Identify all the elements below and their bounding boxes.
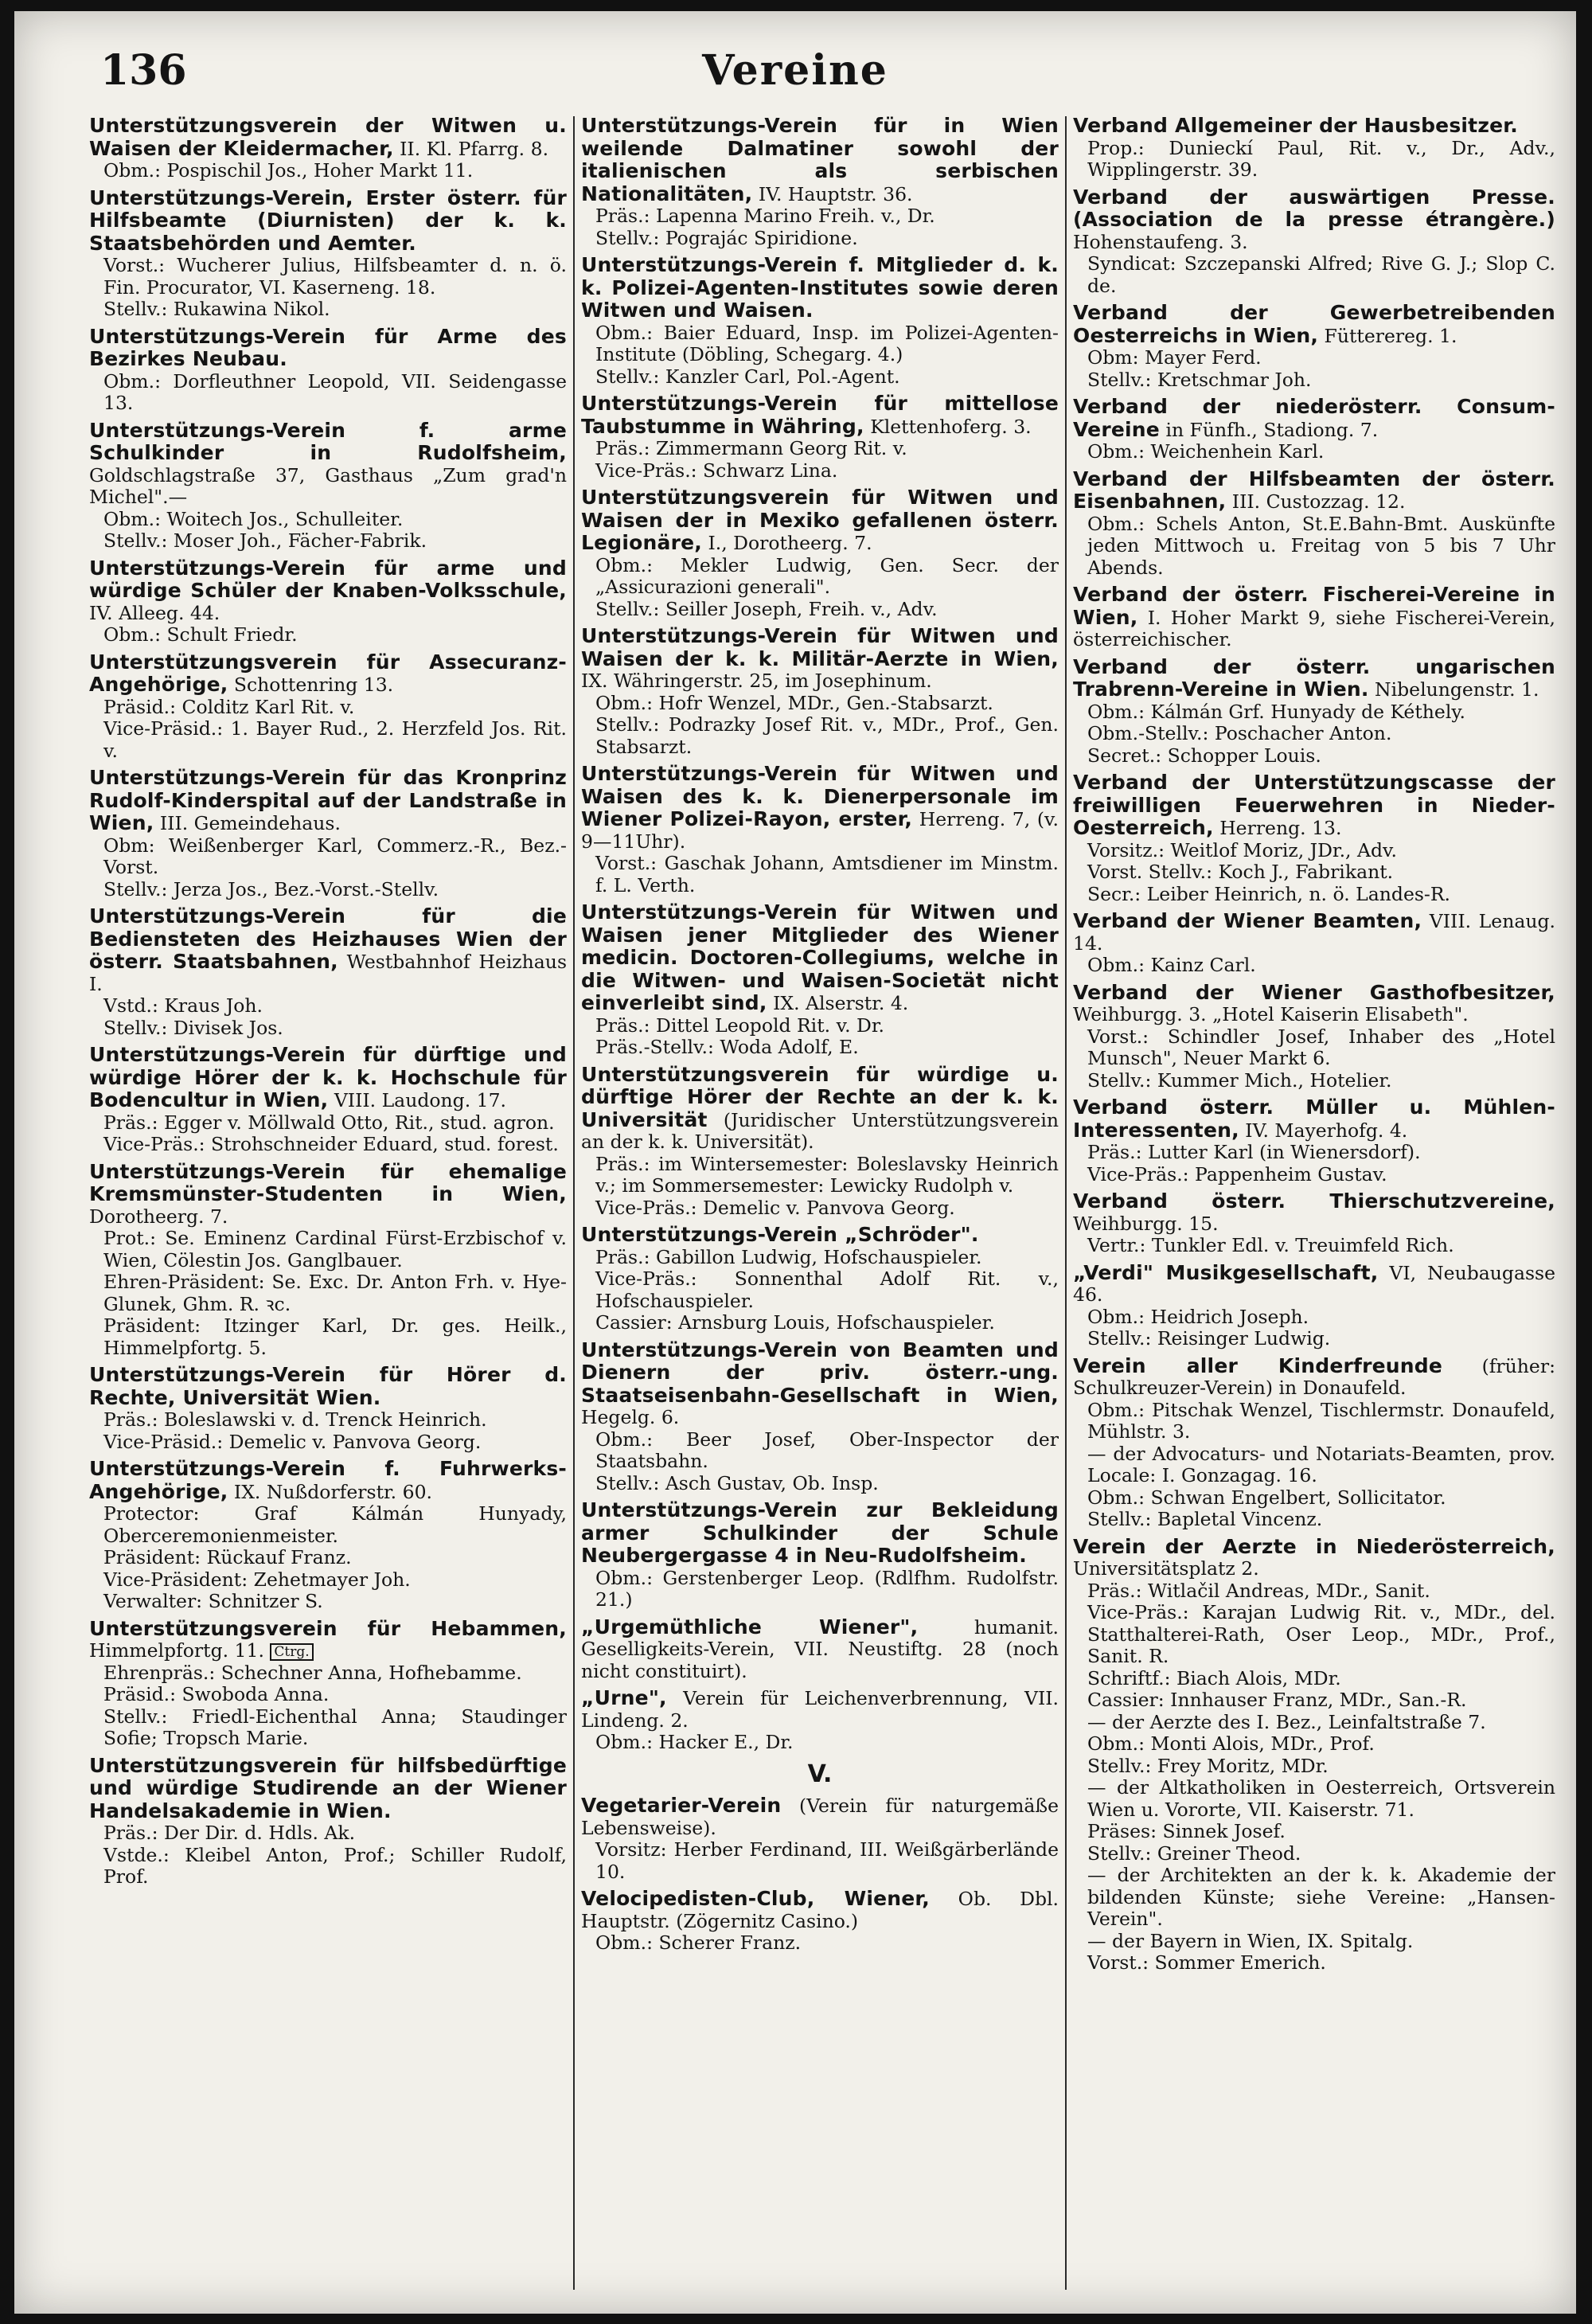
directory-entry [581, 901, 1059, 1059]
entry-officer-line: Vice-Präs.: Karajan Ludwig Rit. v., MDr., del. Statthalterei-Rath, Oser Leop., MDr., Prof., Sanit. R. [1087, 1601, 1555, 1667]
entry-officer-line: Stellv.: Kummer Mich., Hotelier. [1087, 1068, 1392, 1092]
directory-entry [89, 905, 567, 1039]
entry-heading: Unterstützungsverein für Hebammen, [89, 1616, 567, 1640]
entry-address: Hohenstaufeng. 3. [1073, 230, 1248, 253]
entry-officer-line: Vice-Präs.: Pappenheim Gustav. [1087, 1162, 1387, 1185]
directory-entry [1073, 1355, 1555, 1531]
entry-address: Fütterereg. 1. [1324, 324, 1457, 347]
directory-entry [89, 420, 567, 553]
directory-entry [89, 767, 567, 900]
entry-officer-line: Stellv.: Kanzler Carl, Pol.-Agent. [595, 365, 900, 388]
entry-officer-line: Vertr.: Tunkler Edl. v. Treuimfeld Rich. [1087, 1234, 1454, 1256]
entry-address: IX. Währingerstr. 25, im Josephinum. [581, 670, 932, 692]
directory-entry [581, 1499, 1059, 1611]
entry-address: Westbahnhof Heizhaus I. [89, 951, 567, 995]
entry-heading: Unterstützungsverein für Witwen und Waisen der in Mexiko gefallenen österr. Legionäre, [581, 486, 1059, 554]
entry-heading: Unterstützungs-Verein für in Wien weilende Dalmatiner sowohl der italienischen als serbischen Nationalitäten, [581, 115, 1059, 205]
directory-entry [89, 187, 567, 321]
entry-officer-line: Präs.: Der Dir. d. Hdls. Ak. [103, 1822, 356, 1844]
entry-officer-line: Vstd.: Kraus Joh. [103, 994, 263, 1017]
entry-heading: Unterstützungs-Verein für ehemalige Kremsmünster-Studenten in Wien, [89, 1159, 567, 1205]
entry-address: Herreng. 13. [1219, 817, 1342, 839]
entry-officer-line: Präsident: Rückauf Franz. [103, 1546, 352, 1568]
entry-heading: Unterstützungs-Verein von Beamten und Dienern der priv. österr.-ung. Staatseisenbahn-Gesellschaft in Wien, [581, 1338, 1059, 1407]
entry-heading: Unterstützungsverein für Assecuranz-Angehörige, [89, 650, 567, 696]
entry-address: Ob. Dbl. Hauptstr. (Zögernitz Casino.) [581, 1888, 1059, 1932]
entry-heading: Unterstützungsverein der Witwen u. Waisen der Kleidermacher, [89, 115, 567, 160]
entry-address: Schottenring 13. [233, 674, 394, 696]
directory-entry [581, 763, 1059, 896]
entry-officer-line: Präs.: Witlačil Andreas, MDr., Sanit. [1087, 1579, 1430, 1602]
entry-officer-line: Obm: Mayer Ferd. [1087, 346, 1262, 369]
entry-officer-line: Vice-Präsident: Zehetmayer Joh. [103, 1568, 411, 1591]
page-header [14, 46, 1576, 110]
entry-address: Hegelg. 6. [581, 1406, 680, 1428]
entry-officer-line: Präs.: Lapenna Marino Freih. v., Dr. [595, 205, 935, 227]
directory-entry [1073, 186, 1555, 298]
entry-officer-line: Prop.: Dunieckí Paul, Rit. v., Dr., Adv., Wipplingerstr. 39. [1087, 136, 1555, 181]
entry-address: IV. Mayerhofg. 4. [1245, 1119, 1408, 1142]
directory-entry [1073, 982, 1555, 1092]
entry-address: Weihburgg. 15. [1073, 1212, 1219, 1235]
entry-address: (Juridischer Unterstützungsverein an der k. k. Universität). [581, 1108, 1059, 1153]
entry-address: Herreng. 7, (v. 9—11Uhr). [581, 808, 1059, 853]
entry-heading: Unterstützungs-Verein für Witwen und Waisen der k. k. Militär-Aerzte in Wien, [581, 624, 1059, 670]
entry-address: Goldschlagstraße 37, Gasthaus „Zum grad'n Michel".— [89, 463, 567, 508]
entry-heading: Unterstützungsverein für hilfsbedürftige und würdige Studirende an der Wiener Handelsakademie in Wien. [89, 1753, 567, 1822]
entry-officer-line: Vorsitz.: Weitlof Moriz, JDr., Adv. [1087, 838, 1397, 861]
entry-heading: Verband Allgemeiner der Hausbesitzer. [1073, 115, 1518, 137]
entry-officer-line: Präses: Sinnek Josef. [1087, 1820, 1286, 1842]
entry-address: IX. Alserstr. 4. [773, 992, 909, 1014]
entry-officer-line: Stellv.: Divisek Jos. [103, 1016, 283, 1039]
entry-officer-line: — der Altkatholiken in Oesterreich, Ortsverein Wien u. Vororte, VII. Kaiserstr. 71. [1087, 1776, 1555, 1821]
entry-officer-line: — der Bayern in Wien, IX. Spitalg. [1087, 1929, 1414, 1952]
entry-address: humanit. Geselligkeits-Verein, VII. Neustiftg. 28 (noch nicht constituirt). [581, 1615, 1059, 1682]
entry-officer-line: Präs.-Stellv.: Woda Adolf, E. [595, 1036, 859, 1058]
entry-officer-line: Stellv.: Kretschmar Joh. [1087, 368, 1312, 391]
entry-officer-line: Vorst.: Sommer Emerich. [1087, 1951, 1326, 1974]
entry-officer-line: Obm.: Schwan Engelbert, Sollicitator. [1087, 1486, 1446, 1509]
directory-entry [581, 254, 1059, 388]
entry-officer-line: Stellv.: Greiner Theod. [1087, 1842, 1301, 1865]
entry-address: Klettenhoferg. 3. [870, 415, 1032, 438]
entry-heading: Verband österr. Thierschutzvereine, [1073, 1189, 1555, 1213]
entry-address: IV. Alleeg. 44. [89, 601, 220, 624]
entry-heading: Unterstützungs-Verein für Witwen und Waisen des k. k. Dienerpersonale im Wiener Polizei-Rayon, erster, [581, 762, 1059, 830]
directory-entry [1073, 468, 1555, 580]
entry-heading: Unterstützungs-Verein für dürftige und würdige Hörer der k. k. Hochschule für Bodencultur in Wien, [89, 1043, 567, 1111]
entry-heading: Verband der österr. ungarischen Trabrenn-Vereine in Wien. [1073, 654, 1555, 701]
entry-officer-line: Secret.: Schopper Louis. [1087, 744, 1321, 767]
entry-officer-line: Cassier: Arnsburg Louis, Hofschauspieler. [595, 1311, 995, 1334]
entry-heading: Verband der Hilfsbeamten der österr. Eisenbahnen, [1073, 467, 1555, 513]
entry-heading: Verband der niederösterr. Consum-Vereine [1073, 395, 1555, 441]
entry-officer-line: — der Advocaturs- und Notariats-Beamten, prov. Locale: I. Gonzagag. 16. [1087, 1442, 1555, 1486]
entry-officer-line: Präs.: Boleslawski v. d. Trenck Heinrich. [103, 1408, 487, 1431]
entry-officer-line: Vice-Präs.: Schwarz Lina. [595, 459, 838, 482]
entry-officer-line: Schriftf.: Biach Alois, MDr. [1087, 1666, 1341, 1689]
entry-heading: Unterstützungs-Verein für Hörer d. Rechte, Universität Wien. [89, 1363, 567, 1409]
entry-heading: Verband der Wiener Beamten, [1073, 909, 1422, 932]
entry-heading: Unterstützungs-Verein für arme und würdige Schüler der Knaben-Volksschule, [89, 556, 567, 602]
entry-officer-line: Stellv.: Podrazky Josef Rit. v., MDr., Prof., Gen. Stabsarzt. [595, 713, 1059, 758]
directory-entry [1073, 1262, 1555, 1350]
entry-heading: Verein aller Kinderfreunde [1073, 1353, 1443, 1377]
entry-officer-line: Obm.: Beer Josef, Ober-Inspector der Staatsbahn. [595, 1428, 1059, 1472]
entry-address: I., Dorotheerg. 7. [708, 532, 872, 554]
directory-entry [581, 1339, 1059, 1495]
running-head: Vereine [702, 46, 888, 95]
entry-officer-line: Vorst.: Wucherer Julius, Hilfsbeamter d. n. ö. Fin. Procurator, VI. Kaserneng. 18. [103, 254, 567, 299]
entry-officer-line: Stellv.: Seiller Joseph, Freih. v., Adv. [595, 597, 938, 620]
directory-entry [1073, 302, 1555, 391]
directory-entry [89, 651, 567, 763]
entry-officer-line: Obm.: Kálmán Grf. Hunyady de Kéthely. [1087, 700, 1465, 723]
column-rule [1065, 116, 1067, 2290]
directory-entry [1073, 910, 1555, 977]
directory-entry [581, 115, 1059, 249]
directory-entry [89, 115, 567, 182]
entry-address: in Fünfh., Stadiong. 7. [1165, 418, 1379, 441]
entry-officer-line: Ehren-Präsident: Se. Exc. Dr. Anton Frh. v. Hye-Glunek, Ghm. R. ꝛc. [103, 1271, 567, 1315]
directory-entry [1073, 656, 1555, 768]
entry-address: II. Kl. Pfarrg. 8. [400, 137, 549, 160]
directory-entry [1073, 115, 1555, 182]
entry-heading: Unterstützungs-Verein für mittellose Taubstumme in Währing, [581, 392, 1059, 438]
entry-officer-line: Obm.: Pitschak Wenzel, Tischlermstr. Donaufeld, Mühlstr. 3. [1087, 1398, 1555, 1443]
entry-officer-line: Obm.: Schels Anton, St.E.Bahn-Bmt. Auskünfte jeden Mittwoch u. Freitag von 5 bis 7 Uhr Abends. [1087, 512, 1555, 579]
directory-entry [581, 486, 1059, 620]
entry-officer-line: Stellv.: Reisinger Ludwig. [1087, 1327, 1331, 1349]
entry-heading: Vegetarier-Verein [581, 1794, 782, 1817]
directory-entry [89, 1458, 567, 1613]
entry-address: Himmelpfortg. 11. [89, 1639, 264, 1662]
entry-officer-line: Stellv.: Friedl-Eichenthal Anna; Staudinger Sofie; Tropsch Marie. [103, 1705, 567, 1749]
entry-heading: Verband österr. Müller u. Mühlen-Interessenten, [1073, 1096, 1555, 1142]
entry-officer-line: Stellv.: Rukawina Nikol. [103, 298, 330, 320]
entry-officer-line: Präs.: Dittel Leopold Rit. v. Dr. [595, 1014, 884, 1037]
entry-heading: Velocipedisten-Club, Wiener, [581, 1887, 930, 1910]
entry-officer-line: Präs.: Egger v. Möllwald Otto, Rit., stud. agron. [103, 1111, 555, 1134]
entry-officer-line: Vorsitz: Herber Ferdinand, III. Weißgärberlände 10. [595, 1838, 1059, 1883]
entry-officer-line: Obm.: Kainz Carl. [1087, 954, 1256, 976]
entry-heading: Unterstützungs-Verein f. Mitglieder d. k. k. Polizei-Agenten-Institutes sowie deren Witwen und Waisen. [581, 253, 1059, 322]
entry-officer-line: Verwalter: Schnitzer S. [103, 1590, 323, 1612]
directory-entry [581, 1888, 1059, 1955]
entry-officer-line: Obm.: Monti Alois, MDr., Prof. [1087, 1732, 1375, 1755]
entry-heading: Verband der Unterstützungscasse der freiwilligen Feuerwehren in Nieder-Oesterreich, [1073, 771, 1555, 839]
column-2 [581, 115, 1059, 2296]
entry-officer-line: Stellv.: Asch Gustav, Ob. Insp. [595, 1471, 879, 1494]
directory-entry [89, 557, 567, 646]
entry-officer-line: Obm.: Weichenhein Karl. [1087, 440, 1325, 463]
entry-officer-line: Protector: Graf Kálmán Hunyady, Oberceremonienmeister. [103, 1502, 567, 1547]
entry-officer-line: Präsid.: Swoboda Anna. [103, 1683, 330, 1705]
entry-officer-line: Vorst.: Schindler Josef, Inhaber des „Hotel Munsch", Neuer Markt 6. [1087, 1025, 1555, 1069]
entry-heading: Unterstützungs-Verein f. arme Schulkinder in Rudolfsheim, [89, 418, 567, 464]
entry-officer-line: Obm.-Stellv.: Poschacher Anton. [1087, 722, 1392, 744]
entry-heading: „Verdi" Musikgesellschaft, [1073, 1260, 1379, 1284]
directory-entry [581, 393, 1059, 482]
entry-officer-line: Vice-Präsid.: 1. Bayer Rud., 2. Herzfeld Jos. Rit. v. [103, 717, 567, 762]
entry-heading: Unterstützungsverein für würdige u. dürftige Hörer der Rechte an der k. k. Universität [581, 1062, 1059, 1131]
directory-entry [89, 1755, 567, 1888]
entry-heading: Verband der auswärtigen Presse. (Association de la presse étrangère.) [1073, 185, 1555, 231]
entry-officer-line: Cassier: Innhauser Franz, MDr., San.-R. [1087, 1689, 1467, 1711]
entry-heading: „Urne", [581, 1686, 667, 1709]
entry-address: Weihburgg. 3. „Hotel Kaiserin Elisabeth". [1073, 1003, 1469, 1025]
entry-address: I. Hoher Markt 9, siehe Fischerei-Verein, österreichischer. [1073, 606, 1555, 650]
column-rule [573, 116, 575, 2290]
entry-address: IX. Nußdorferstr. 60. [233, 1480, 432, 1503]
directory-entry [1073, 771, 1555, 905]
directory-entry [581, 1687, 1059, 1754]
entry-heading: Verein der Aerzte in Niederösterreich, [1073, 1534, 1555, 1558]
entry-officer-line: Stellv.: Pograjác Spiridione. [595, 226, 858, 249]
directory-entry [581, 1795, 1059, 1883]
book-page [14, 11, 1576, 2314]
entry-officer-line: Syndicat: Szczepanski Alfred; Rive G. J.; Slop C. de. [1087, 252, 1555, 297]
directory-entry [581, 625, 1059, 758]
entry-heading: Verband der österr. Fischerei-Vereine in Wien, [1073, 583, 1555, 629]
entry-officer-line: Obm.: Heidrich Joseph. [1087, 1305, 1309, 1328]
directory-entry [89, 1161, 567, 1360]
entry-officer-line: Stellv.: Jerza Jos., Bez.-Vorst.-Stellv. [103, 877, 439, 900]
entry-officer-line: Obm.: Mekler Ludwig, Gen. Secr. der „Assicurazioni generali". [595, 553, 1059, 598]
entry-address: VIII. Lenaug. 14. [1073, 910, 1555, 955]
entry-address: Dorotheerg. 7. [89, 1205, 228, 1228]
page-number: 136 [100, 46, 187, 95]
entry-officer-line: Obm.: Scherer Franz. [595, 1931, 802, 1954]
entry-address: VIII. Laudong. 17. [334, 1089, 507, 1111]
entry-address: III. Gemeindehaus. [159, 812, 341, 834]
column-1 [89, 115, 567, 2296]
directory-entry [89, 1044, 567, 1156]
entry-officer-line: Obm.: Woitech Jos., Schulleiter. [103, 507, 404, 530]
entry-heading: Unterstützungs-Verein f. Fuhrwerks-Angehörige, [89, 1457, 567, 1503]
entry-heading: Verband der Gewerbetreibenden Oesterreichs in Wien, [1073, 301, 1555, 347]
directory-entry [581, 1064, 1059, 1220]
directory-entry [89, 1618, 567, 1750]
entry-officer-line: Präs.: Gabillon Ludwig, Hofschauspieler. [595, 1245, 982, 1268]
entry-heading: „Urgemüthliche Wiener", [581, 1615, 919, 1639]
entry-officer-line: Obm: Weißenberger Karl, Commerz.-R., Bez.-Vorst. [103, 834, 567, 878]
directory-entry [1073, 1190, 1555, 1257]
entry-officer-line: Obm.: Baier Eduard, Insp. im Polizei-Agenten-Institute (Döbling, Schegarg. 4.) [595, 321, 1059, 365]
entry-officer-line: Ehrenpräs.: Schechner Anna, Hofhebamme. [103, 1661, 522, 1684]
entry-heading: Unterstützungs-Verein für die Bediensteten des Heizhauses Wien der österr. Staatsbahnen, [89, 904, 567, 973]
entry-officer-line: Stellv.: Bapletal Vincenz. [1087, 1508, 1323, 1530]
entry-officer-line: Vorst.: Gaschak Johann, Amtsdiener im Minstm. f. L. Verth. [595, 852, 1059, 896]
entry-address: III. Custozzag. 12. [1231, 490, 1406, 513]
entry-officer-line: Obm.: Schult Friedr. [103, 623, 298, 646]
directory-entry [1073, 1096, 1555, 1185]
entry-officer-line: Präs.: im Wintersemester: Boleslavsky Heinrich v.; im Sommersemester: Lewicky Rudolph v. [595, 1152, 1059, 1197]
entry-officer-line: Präsid.: Colditz Karl Rit. v. [103, 695, 355, 718]
section-letter: V. [807, 1760, 833, 1788]
entry-officer-line: Stellv.: Moser Joh., Fächer-Fabrik. [103, 529, 427, 552]
entry-officer-line: Vice-Präs.: Sonnenthal Adolf Rit. v., Hofschauspieler. [595, 1267, 1059, 1312]
entry-heading: Unterstützungs-Verein, Erster österr. für Hilfsbeamte (Diurnisten) der k. k. Staatsbehörden und Aemter. [89, 186, 567, 255]
entry-officer-line: Präs.: Zimmermann Georg Rit. v. [595, 437, 907, 459]
entry-officer-line: Obm.: Hacker E., Dr. [595, 1731, 794, 1753]
directory-entry [89, 1364, 567, 1453]
entry-officer-line: Präsident: Itzinger Karl, Dr. ges. Heilk., Himmelpfortg. 5. [103, 1314, 567, 1359]
entry-heading: Unterstützungs-Verein zur Bekleidung armer Schulkinder der Schule Neubergergasse 4 in Neu-Rudolfsheim. [581, 1498, 1059, 1567]
entry-officer-line: Vice-Präs.: Strohschneider Eduard, stud. forest. [103, 1133, 559, 1155]
entry-address: Verein für Leichenverbrennung, VII. Lindeng. 2. [581, 1687, 1059, 1732]
entry-officer-line: Vorst. Stellv.: Koch J., Fabrikant. [1087, 861, 1394, 883]
entry-officer-line: Vice-Präs.: Demelic v. Panvova Georg. [595, 1196, 955, 1219]
entry-officer-line: Vstde.: Kleibel Anton, Prof.; Schiller Rudolf, Prof. [103, 1843, 567, 1888]
entry-address: Nibelungenstr. 1. [1375, 678, 1539, 701]
directory-entry [89, 326, 567, 415]
entry-officer-line: Obm.: Hofr Wenzel, MDr., Gen.-Stabsarzt. [595, 691, 993, 714]
entry-address: VI, Neubaugasse 46. [1073, 1261, 1555, 1306]
entry-address: IV. Hauptstr. 36. [758, 182, 913, 205]
entry-officer-line: Obm.: Pospischil Jos., Hoher Markt 11. [103, 159, 474, 182]
entry-heading: Unterstützungs-Verein für Arme des Bezirkes Neubau. [89, 324, 567, 370]
entry-heading: Unterstützungs-Verein „Schröder". [581, 1223, 979, 1246]
directory-entry [1073, 1536, 1555, 1974]
directory-entry [581, 1224, 1059, 1334]
entry-officer-line: Präs.: Lutter Karl (in Wienersdorf). [1087, 1141, 1421, 1163]
directory-entry [1073, 396, 1555, 463]
entry-officer-line: Prot.: Se. Eminenz Cardinal Fürst-Erzbischof v. Wien, Cölestin Jos. Ganglbauer. [103, 1227, 567, 1271]
entry-address: (früher: Schulkreuzer-Verein) in Donaufeld. [1073, 1354, 1555, 1399]
stamp-mark: Ctrg. [270, 1643, 313, 1661]
entry-officer-line: Obm.: Dorfleuthner Leopold, VII. Seidengasse 13. [103, 369, 567, 414]
entry-officer-line: Obm.: Gerstenberger Leop. (Rdlfhm. Rudolfstr. 21.) [595, 1566, 1059, 1611]
entry-officer-line: — der Architekten an der k. k. Akademie der bildenden Künste; siehe Vereine: „Hansen-Verein". [1087, 1864, 1555, 1930]
column-3 [1073, 115, 1555, 2296]
entry-officer-line: Secr.: Leiber Heinrich, n. ö. Landes-R. [1087, 882, 1451, 905]
entry-officer-line: Vice-Präsid.: Demelic v. Panvova Georg. [103, 1430, 482, 1453]
entry-address: Universitätsplatz 2. [1073, 1557, 1259, 1580]
entry-address: (Verein für naturgemäße Lebensweise). [581, 1795, 1059, 1839]
directory-entry [1073, 584, 1555, 651]
entry-officer-line: — der Aerzte des I. Bez., Leinfaltstraße 7. [1087, 1710, 1486, 1733]
entry-heading: Unterstützungs-Verein für Witwen und Waisen jener Mitglieder des Wiener medicin. Doctoren-Collegiums, welche in die Witwen- und Waisen-Societät nicht einverleibt sind, [581, 900, 1059, 1014]
directory-entry [581, 1616, 1059, 1683]
entry-heading: Unterstützungs-Verein für das Kronprinz Rudolf-Kinderspital auf der Landstraße in Wien, [89, 766, 567, 834]
entry-heading: Verband der Wiener Gasthofbesitzer, [1073, 980, 1555, 1004]
entry-officer-line: Stellv.: Frey Moritz, MDr. [1087, 1754, 1329, 1777]
